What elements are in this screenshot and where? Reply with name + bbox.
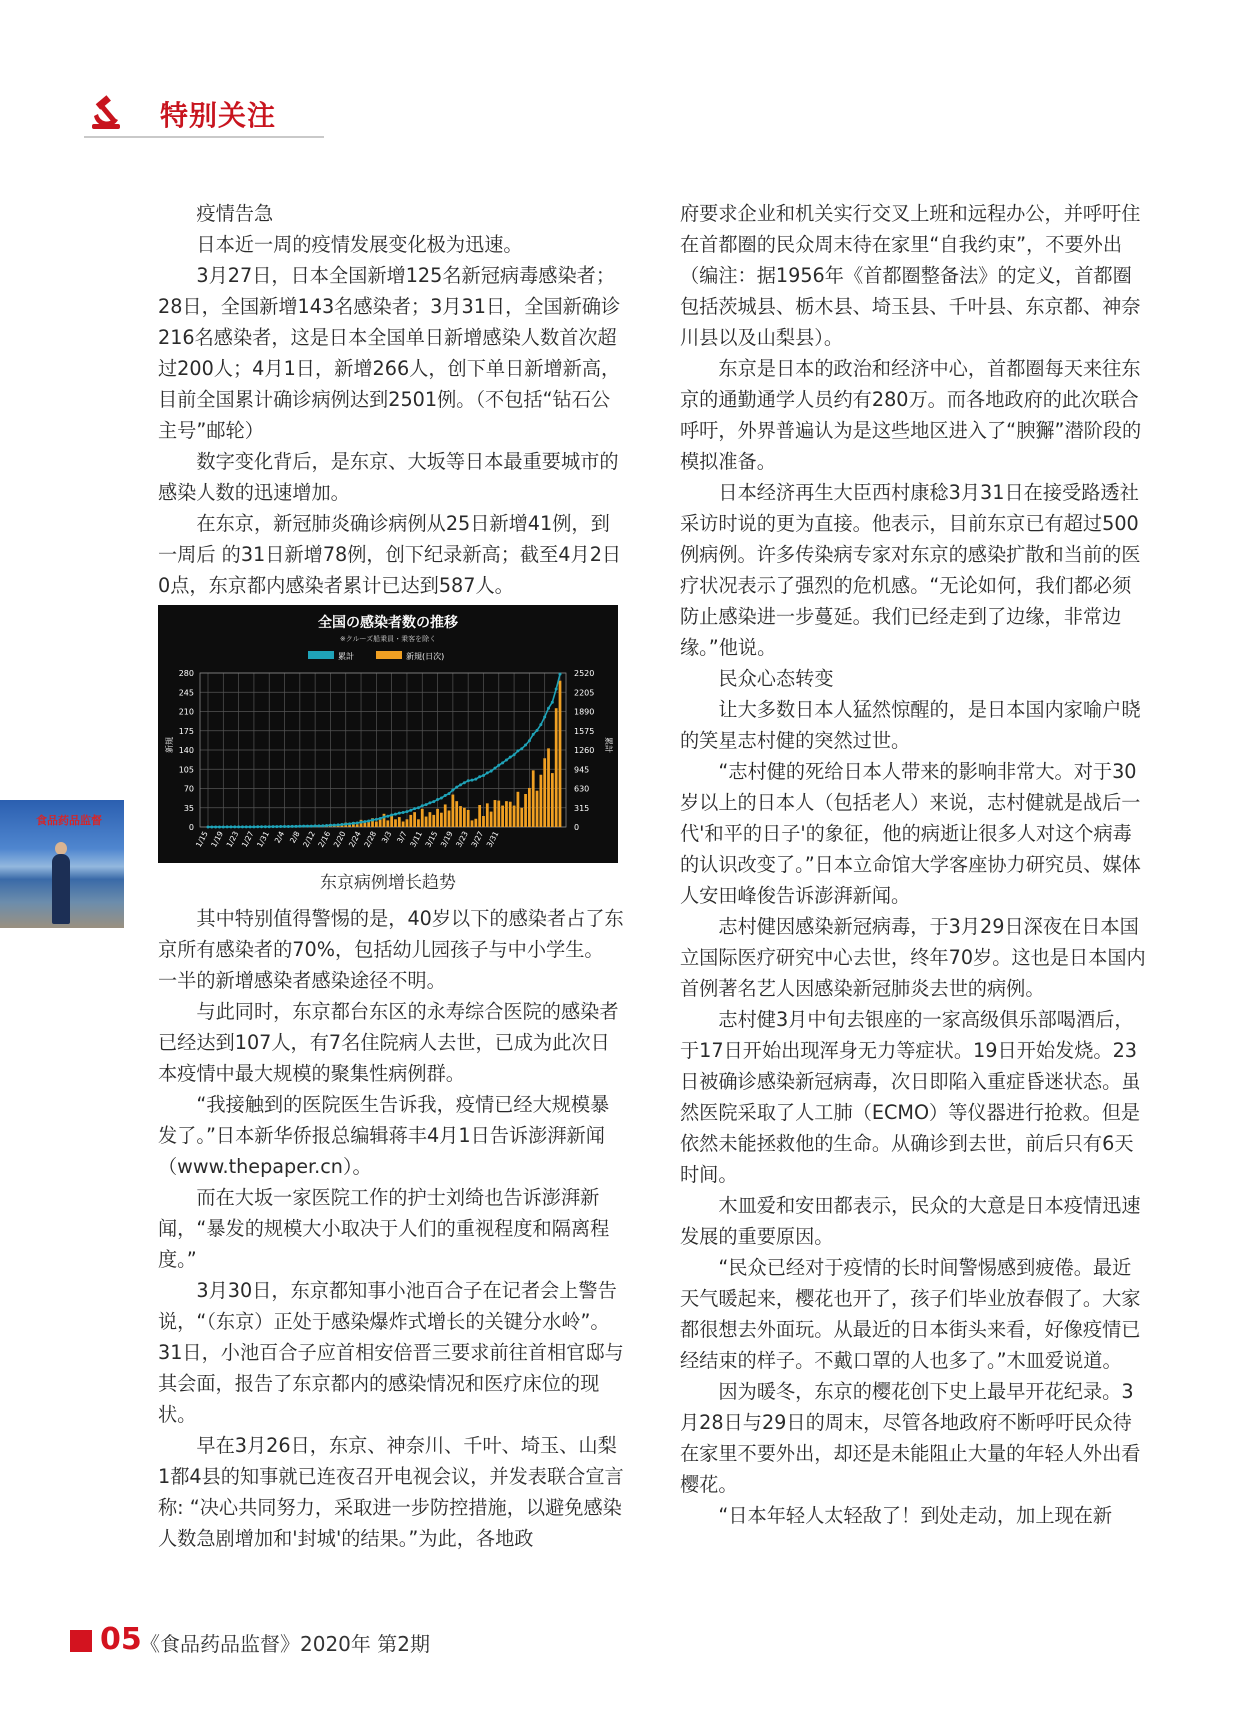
cumulative-point — [252, 825, 255, 828]
paragraph: 府要求企业和机关实行交叉上班和远程办公，并呼吁住在首都圈的民众周末待在家里“自我约束”，不要外出（编注：据1956年《首都圈整备法》的定义，首都圈包括茨城县、栃木县、埼玉县、千叶县、东京都、神奈川县以及山梨县）。 — [680, 202, 1141, 349]
cumulative-point — [448, 792, 451, 795]
paragraph: 疫情告急 — [196, 202, 274, 225]
paragraph: 民众心态转变 — [718, 667, 834, 690]
cumulative-point — [467, 779, 470, 782]
y-tick-left: 105 — [178, 765, 194, 775]
left-column-body — [158, 903, 626, 1554]
daily-bar — [497, 801, 500, 827]
cumulative-point — [505, 758, 508, 761]
paragraph: 志村健3月中旬去银座的一家高级俱乐部喝酒后，于17日开始出现浑身无力等症状。19日开始发烧。23日被确诊感染新冠病毒，次日即陷入重症昏迷状态。虽然医院采取了人工肺（ECMO）等仪器进行抢救。但是依然未能拯救他的生命。从确诊到去世，前后只有6天时间。 — [680, 1008, 1141, 1186]
footer-marker — [70, 1630, 92, 1652]
daily-bar — [539, 775, 542, 827]
daily-bar — [448, 811, 451, 828]
cumulative-point — [547, 707, 550, 710]
daily-bar — [402, 822, 405, 828]
daily-bar — [551, 773, 554, 827]
daily-bar — [543, 758, 546, 827]
cumulative-point — [405, 810, 408, 813]
cumulative-point — [413, 807, 416, 810]
cumulative-point — [375, 818, 378, 821]
cumulative-point — [543, 715, 546, 718]
paragraph: 与此同时，东京都台东区的永寿综合医院的感染者已经达到107人，有7名住院病人去世，已成为此次日本疫情中最大规模的聚集性病例群。 — [158, 1000, 619, 1085]
daily-bar — [455, 801, 458, 827]
x-tick: 1/31 — [255, 829, 271, 849]
daily-bar — [478, 805, 481, 827]
cumulative-point — [360, 821, 363, 824]
x-tick: 2/8 — [287, 829, 302, 845]
y-tick-right: 630 — [574, 784, 590, 794]
cumulative-point — [451, 789, 454, 792]
cumulative-point — [233, 825, 236, 828]
cumulative-point — [497, 764, 500, 767]
section-header — [84, 92, 324, 138]
paragraph: 3月27日，日本全国新增125名新冠病毒感染者；28日，全国新增143名感染者；3月31日，全国新确诊216名感染者，这是日本全国单日新增感染人数首次超过200人；4月1日，新增266人，创下单日新增新高，目前全国累计确诊病例达到2501例。（不包括“钻石公主号”邮轮） — [158, 264, 621, 442]
daily-bar — [363, 823, 366, 827]
section-title: 特别关注 — [160, 99, 277, 132]
cumulative-point — [409, 809, 412, 812]
y-tick-right: 945 — [574, 765, 590, 775]
x-tick: 1/15 — [193, 829, 210, 849]
daily-bar — [406, 819, 409, 827]
cumulative-point — [226, 825, 229, 828]
cumulative-point — [551, 701, 554, 704]
cumulative-point — [314, 824, 317, 827]
cumulative-point — [260, 825, 263, 828]
cumulative-point — [344, 823, 347, 826]
paragraph: “志村健的死给日本人带来的影响非常大。对于30岁以上的日本人（包括老人）来说，志村健就是战后一代'和平的日子'的象征，他的病逝让很多人对这个病毒的认识改变了。”日本立命馆大学客座协力研究员、媒体人安田峰俊告诉澎湃新闻。 — [680, 760, 1141, 907]
cumulative-point — [390, 814, 393, 817]
legend-swatch-cumulative — [308, 651, 334, 659]
daily-bar — [429, 812, 432, 827]
paragraph: 日本近一周的疫情发展变化极为迅速。 — [196, 233, 523, 256]
cumulative-point — [295, 825, 298, 828]
paragraph: 因为暖冬，东京的樱花创下史上最早开花纪录。3月28日与29日的周末，尽管各地政府不断呼吁民众待在家里不要外出，却还是未能阻止大量的年轻人外出看樱花。 — [680, 1380, 1141, 1496]
paragraph: 早在3月26日，东京、神奈川、千叶、埼玉、山梨1都4县的知事就已连夜召开电视会议，并发表联合宣言称: “决心共同努力，采取进一步防控措施，以避免感染人数急剧增加和'封城'的结果。”为此，各地政 — [158, 1434, 624, 1550]
paragraph: 数字变化背后，是东京、大坂等日本最重要城市的感染人数的迅速增加。 — [158, 450, 619, 504]
cumulative-point — [310, 825, 313, 828]
cumulative-point — [279, 825, 282, 828]
daily-bar — [486, 803, 489, 827]
daily-bar — [536, 791, 539, 827]
x-tick: 1/23 — [224, 829, 241, 849]
cumulative-point — [459, 783, 462, 786]
daily-bar — [532, 770, 535, 827]
x-tick: 3/3 — [379, 829, 394, 845]
cumulative-point — [207, 825, 210, 828]
cumulative-point — [241, 825, 244, 828]
daily-bar — [390, 816, 393, 827]
cumulative-point — [283, 825, 286, 828]
cumulative-point — [394, 813, 397, 816]
daily-bar — [451, 795, 454, 827]
person-figure — [52, 854, 70, 924]
cumulative-point — [287, 825, 290, 828]
daily-bar — [555, 708, 558, 827]
y-tick-right: 315 — [574, 803, 590, 813]
x-tick: 3/31 — [484, 829, 501, 849]
daily-bar — [505, 801, 508, 827]
cumulative-point — [256, 825, 259, 828]
daily-bar — [379, 819, 382, 827]
paragraph: “我接触到的医院医生告诉我，疫情已经大规模暴发了。”日本新华侨报总编辑蒋丰4月1日告诉澎湃新闻（www.thepaper.cn）。 — [158, 1093, 610, 1178]
cumulative-point — [275, 825, 278, 828]
cumulative-point — [383, 815, 386, 818]
cumulative-point — [237, 825, 240, 828]
cumulative-point — [432, 800, 435, 803]
cumulative-point — [528, 739, 531, 742]
page-number: 05 — [100, 1622, 142, 1657]
cumulative-point — [417, 806, 420, 809]
side-photo — [0, 800, 124, 928]
cumulative-point — [513, 753, 516, 756]
daily-bar — [509, 802, 512, 827]
x-tick: 3/7 — [395, 829, 409, 845]
cumulative-point — [425, 803, 428, 806]
cumulative-point — [363, 820, 366, 823]
cumulative-point — [337, 823, 340, 826]
left-column — [158, 198, 626, 1554]
daily-bar — [421, 809, 424, 827]
y-tick-left: 35 — [183, 803, 194, 813]
legend-label-daily: 新規(日次) — [406, 652, 445, 661]
case-trend-chart — [158, 605, 618, 863]
daily-bar — [386, 820, 389, 827]
cumulative-point — [539, 723, 542, 726]
cumulative-point — [222, 825, 225, 828]
y-axis-label-left: 新規 — [165, 737, 174, 753]
cumulative-point — [214, 825, 217, 828]
cumulative-point — [444, 794, 447, 797]
daily-bar — [394, 819, 397, 827]
cumulative-point — [493, 767, 496, 770]
y-tick-right: 1575 — [574, 726, 595, 736]
y-tick-right: 2520 — [574, 669, 595, 678]
y-tick-left: 280 — [178, 669, 194, 678]
daily-bar — [490, 812, 493, 827]
cumulative-point — [478, 775, 481, 778]
cumulative-point — [306, 825, 309, 828]
x-tick: 2/20 — [331, 829, 348, 849]
daily-bar — [513, 806, 516, 827]
cumulative-point — [386, 815, 389, 818]
daily-bar — [501, 806, 504, 827]
cumulative-point — [356, 821, 359, 824]
cumulative-point — [455, 786, 458, 789]
x-tick: 2/12 — [301, 829, 317, 849]
daily-bar — [559, 681, 562, 827]
cumulative-point — [486, 771, 489, 774]
cumulative-point — [291, 825, 294, 828]
daily-bar — [375, 822, 378, 828]
cumulative-point — [249, 825, 252, 828]
daily-bar — [482, 816, 485, 827]
cumulative-point — [272, 825, 275, 828]
daily-bar — [425, 817, 428, 827]
y-tick-right: 0 — [574, 823, 580, 832]
cumulative-point — [428, 801, 431, 804]
cumulative-point — [268, 825, 271, 828]
cumulative-point — [520, 747, 523, 750]
y-axis-label-right: 累計 — [604, 737, 613, 753]
left-column-intro — [158, 198, 626, 601]
daily-bar — [413, 812, 416, 827]
header-rule — [84, 136, 324, 138]
y-tick-left: 70 — [183, 784, 194, 794]
paragraph: 让大多数日本人猛然惊醒的，是日本国内家喻户晓的笑星志村健的突然过世。 — [680, 698, 1141, 752]
paragraph: “日本年轻人太轻敌了！到处走动，加上现在新 — [718, 1504, 1113, 1527]
publication-info: 《食品药品监督》2020年 第2期 — [140, 1632, 430, 1656]
cumulative-point — [348, 822, 351, 825]
daily-bar — [436, 809, 439, 827]
cumulative-point — [321, 824, 324, 827]
paragraph: 日本经济再生大臣西村康稔3月31日在接受路透社采访时说的更为直接。他表示，目前东京已有超过500例病例。许多传染病专家对东京的感染扩散和当前的医疗状况表示了强烈的危机感。“无论如何，我们都必须防止感染进一步蔓延。我们已经走到了边缘，非常边缘。”他说。 — [680, 481, 1141, 659]
cumulative-point — [329, 824, 332, 827]
cumulative-point — [474, 778, 477, 781]
figure-caption: 东京病例增长趋势 — [320, 873, 456, 893]
cumulative-point — [325, 824, 328, 827]
x-tick: 3/19 — [438, 829, 455, 849]
paragraph: 3月30日，东京都知事小池百合子在记者会上警告说，“（东京）正处于感染爆炸式增长的关键分水岭”。31日，小池百合子应首相安倍晋三要求前往首相官邸与其会面，报告了东京都内的感染情况和医疗床位的现状。 — [158, 1279, 624, 1426]
y-tick-right: 2205 — [574, 688, 595, 698]
cumulative-point — [210, 825, 213, 828]
y-tick-left: 175 — [178, 726, 194, 736]
cumulative-point — [555, 688, 558, 691]
cumulative-point — [229, 825, 232, 828]
cumulative-point — [509, 756, 512, 759]
cumulative-point — [421, 804, 424, 807]
cumulative-point — [463, 781, 466, 784]
cumulative-point — [398, 812, 401, 815]
daily-bar — [432, 815, 435, 827]
daily-bar — [409, 815, 412, 827]
x-tick: 2/4 — [272, 829, 287, 845]
cumulative-point — [471, 779, 474, 782]
paragraph: 木皿爱和安田都表示，民众的大意是日本疫情迅速发展的重要原因。 — [680, 1194, 1141, 1248]
cumulative-point — [524, 744, 527, 747]
cumulative-point — [302, 825, 305, 828]
chart-subtitle: ※クルーズ船乗員・乗客を除く — [339, 635, 437, 643]
cumulative-point — [371, 818, 374, 821]
daily-bar — [547, 748, 550, 827]
paragraph: 东京是日本的政治和经济中心，首都圈每天来往东京的通勤通学人员约有280万。而各地政府的此次联合呼吁，外界普遍认为是这些地区进入了“腴獬”潜阶段的模拟准备。 — [680, 357, 1142, 473]
cumulative-point — [440, 796, 443, 799]
x-tick: 2/28 — [362, 829, 379, 849]
paragraph: “民众已经对于疫情的长时间警惕感到疲倦。最近天气暖起来，樱花也开了，孩子们毕业放春假了。大家都很想去外面玩。从最近的日本街头来看，好像疫情已经结束的样子。不戴口罩的人也多了。”木皿爱说道。 — [680, 1256, 1141, 1372]
cumulative-point — [501, 761, 504, 764]
legend-label-cumulative: 累計 — [338, 652, 354, 661]
y-tick-left: 210 — [178, 707, 194, 717]
cumulative-point — [352, 822, 355, 825]
hammer-sickle-icon — [86, 94, 126, 134]
chart-figure — [158, 605, 618, 897]
x-tick: 3/23 — [454, 829, 470, 849]
cumulative-point — [264, 825, 267, 828]
daily-bar — [494, 800, 497, 827]
daily-bar — [520, 808, 523, 827]
x-tick: 3/15 — [423, 829, 440, 849]
cumulative-point — [536, 729, 539, 732]
cumulative-point — [340, 823, 343, 826]
daily-bar — [444, 804, 447, 827]
x-tick: 2/16 — [316, 829, 333, 849]
right-column — [680, 198, 1146, 1531]
x-tick: 1/27 — [239, 829, 256, 849]
x-tick: 1/19 — [209, 829, 226, 849]
cumulative-point — [298, 825, 301, 828]
cumulative-point — [559, 673, 562, 676]
cumulative-point — [218, 825, 221, 828]
daily-bar — [528, 788, 531, 827]
x-tick: 2/24 — [346, 829, 363, 849]
daily-bar — [474, 819, 477, 827]
daily-bar — [440, 813, 443, 827]
cumulative-point — [317, 824, 320, 827]
cumulative-point — [367, 819, 370, 822]
chart-title: 全国の感染者数の推移 — [318, 615, 458, 631]
daily-bar — [417, 819, 420, 827]
daily-bar — [463, 808, 466, 827]
cumulative-point — [245, 825, 248, 828]
daily-bar — [398, 817, 401, 827]
cumulative-point — [516, 749, 519, 752]
daily-bar — [356, 824, 359, 827]
paragraph: 志村健因感染新冠病毒，于3月29日深夜在日本国立国际医疗研究中心去世，终年70岁。这也是日本国内首例著名艺人因感染新冠肺炎去世的病例。 — [680, 915, 1146, 1000]
x-tick: 3/11 — [408, 829, 425, 849]
paragraph: 而在大坂一家医院工作的护士刘绮也告诉澎湃新闻，“暴发的规模大小取决于人们的重视程度和隔离程度。” — [158, 1186, 610, 1271]
paragraph: 其中特别值得警惕的是，40岁以下的感染者占了东京所有感染者的70%，包括幼儿园孩子与中小学生。 一半的新增感染者感染途径不明。 — [158, 907, 624, 992]
side-photo-label: 食品药品监督 — [36, 814, 102, 827]
legend-swatch-daily — [376, 651, 402, 659]
cumulative-point — [333, 824, 336, 827]
daily-bar — [524, 794, 527, 827]
y-tick-right: 1890 — [574, 707, 595, 717]
daily-bar — [467, 810, 470, 827]
cumulative-point — [402, 811, 405, 814]
y-tick-left: 245 — [178, 688, 194, 698]
cumulative-point — [490, 770, 493, 773]
x-tick: 3/27 — [469, 829, 486, 849]
daily-bar — [459, 806, 462, 827]
cumulative-point — [482, 774, 485, 777]
cumulative-point — [379, 817, 382, 820]
cumulative-point — [436, 798, 439, 801]
paragraph: 在东京，新冠肺炎确诊病例从25日新增41例，到一周后 的31日新增78例，创下纪录新高；截至4月2日0点，东京都内感染者累计已达到587人。 — [158, 512, 622, 597]
y-tick-left: 140 — [178, 746, 194, 755]
cumulative-point — [532, 733, 535, 736]
daily-bar — [471, 820, 474, 827]
daily-bar — [517, 792, 520, 827]
y-tick-left: 0 — [188, 823, 194, 832]
y-tick-right: 1260 — [574, 746, 595, 755]
